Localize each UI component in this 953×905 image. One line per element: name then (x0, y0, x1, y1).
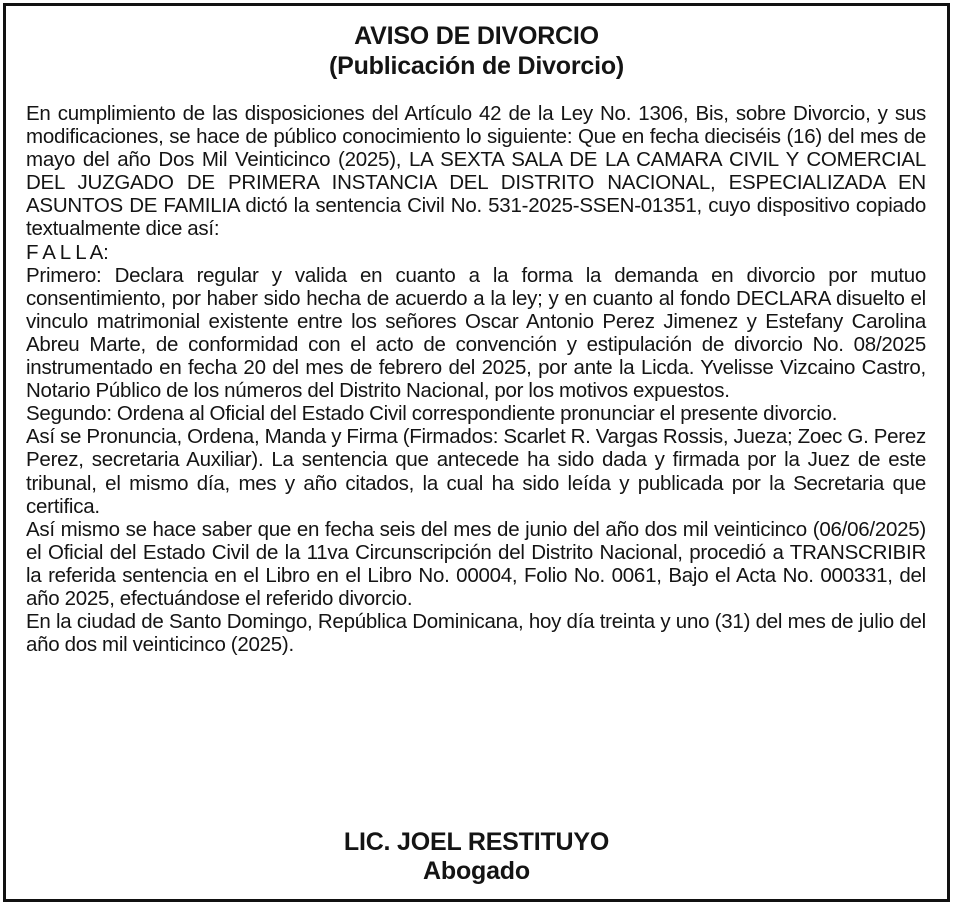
notice-subtitle: (Publicación de Divorcio) (328, 52, 625, 80)
signature-name: LIC. JOEL RESTITUYO (343, 828, 610, 856)
segundo-paragraph: Segundo: Ordena al Oficial del Estado Civil correspondiente pronunciar el presente divorcio. (26, 402, 838, 426)
falla-heading: F A L L A: (26, 240, 109, 264)
notice-body (26, 102, 926, 656)
transcription-paragraph: Así mismo se hace saber que en fecha seis del mes de junio del año dos mil veinticinco (06/06/2025) el Oficial del Estado Civil de la 11va Circunscripción del Distrito Nacional, procedió a TRANSCRIBIR la referida sentencia en el Libro en el Libro No. 00004, Folio No. 0061, Bajo el Acta No. 000331, del año 2025, efectuándose el referido divorcio. (26, 517, 926, 610)
notice-title: AVISO DE DIVORCIO (354, 22, 599, 50)
firma-paragraph: Así se Pronuncia, Ordena, Manda y Firma (Firmados: Scarlet R. Vargas Rossis, Jueza; Zoec G. Perez Perez, secretaria Auxiliar). La sentencia que antecede ha sido dada y firmada por la Juez de este tribunal, el mismo día, mes y año citados, la cual ha sido leída y publicada por la Secretaria que certifica. (26, 425, 926, 518)
closing-paragraph: En la ciudad de Santo Domingo, República Dominicana, hoy día treinta y uno (31) del mes de julio del año dos mil veinticinco (2025). (26, 610, 926, 657)
signature-role: Abogado (423, 857, 530, 885)
divorce-notice (3, 3, 950, 902)
primero-paragraph: Primero: Declara regular y valida en cuanto a la forma la demanda en divorcio por mutuo consentimiento, por haber sido hecha de acuerdo a la ley; y en cuanto al fondo DECLARA disuelto el vinculo matrimonial existente entre los señores Oscar Antonio Perez Jimenez y Estefany Carolina Abreu Marte, de conformidad con el acto de convención y estipulación de divorcio No. 08/2025 instrumentado en fecha 20 del mes de febrero del 2025, por ante la Licda. Yvelisse Vizcaino Castro, Notario Público de los números del Distrito Nacional, por los motivos expuestos. (26, 263, 926, 403)
intro-paragraph: En cumplimiento de las disposiciones del Artículo 42 de la Ley No. 1306, Bis, sobre Divorcio, y sus modificaciones, se hace de público conocimiento lo siguiente: Que en fecha dieciséis (16) del mes de mayo del año Dos Mil Veinticinco (2025), LA SEXTA SALA DE LA CAMARA CIVIL Y COMERCIAL DEL JUZGADO DE PRIMERA INSTANCIA DEL DISTRITO NACIONAL, ESPECIALIZADA EN ASUNTOS DE FAMILIA dictó la sentencia Civil No. 531-2025-SSEN-01351, cuyo dispositivo copiado textualmente dice así: (26, 102, 926, 241)
